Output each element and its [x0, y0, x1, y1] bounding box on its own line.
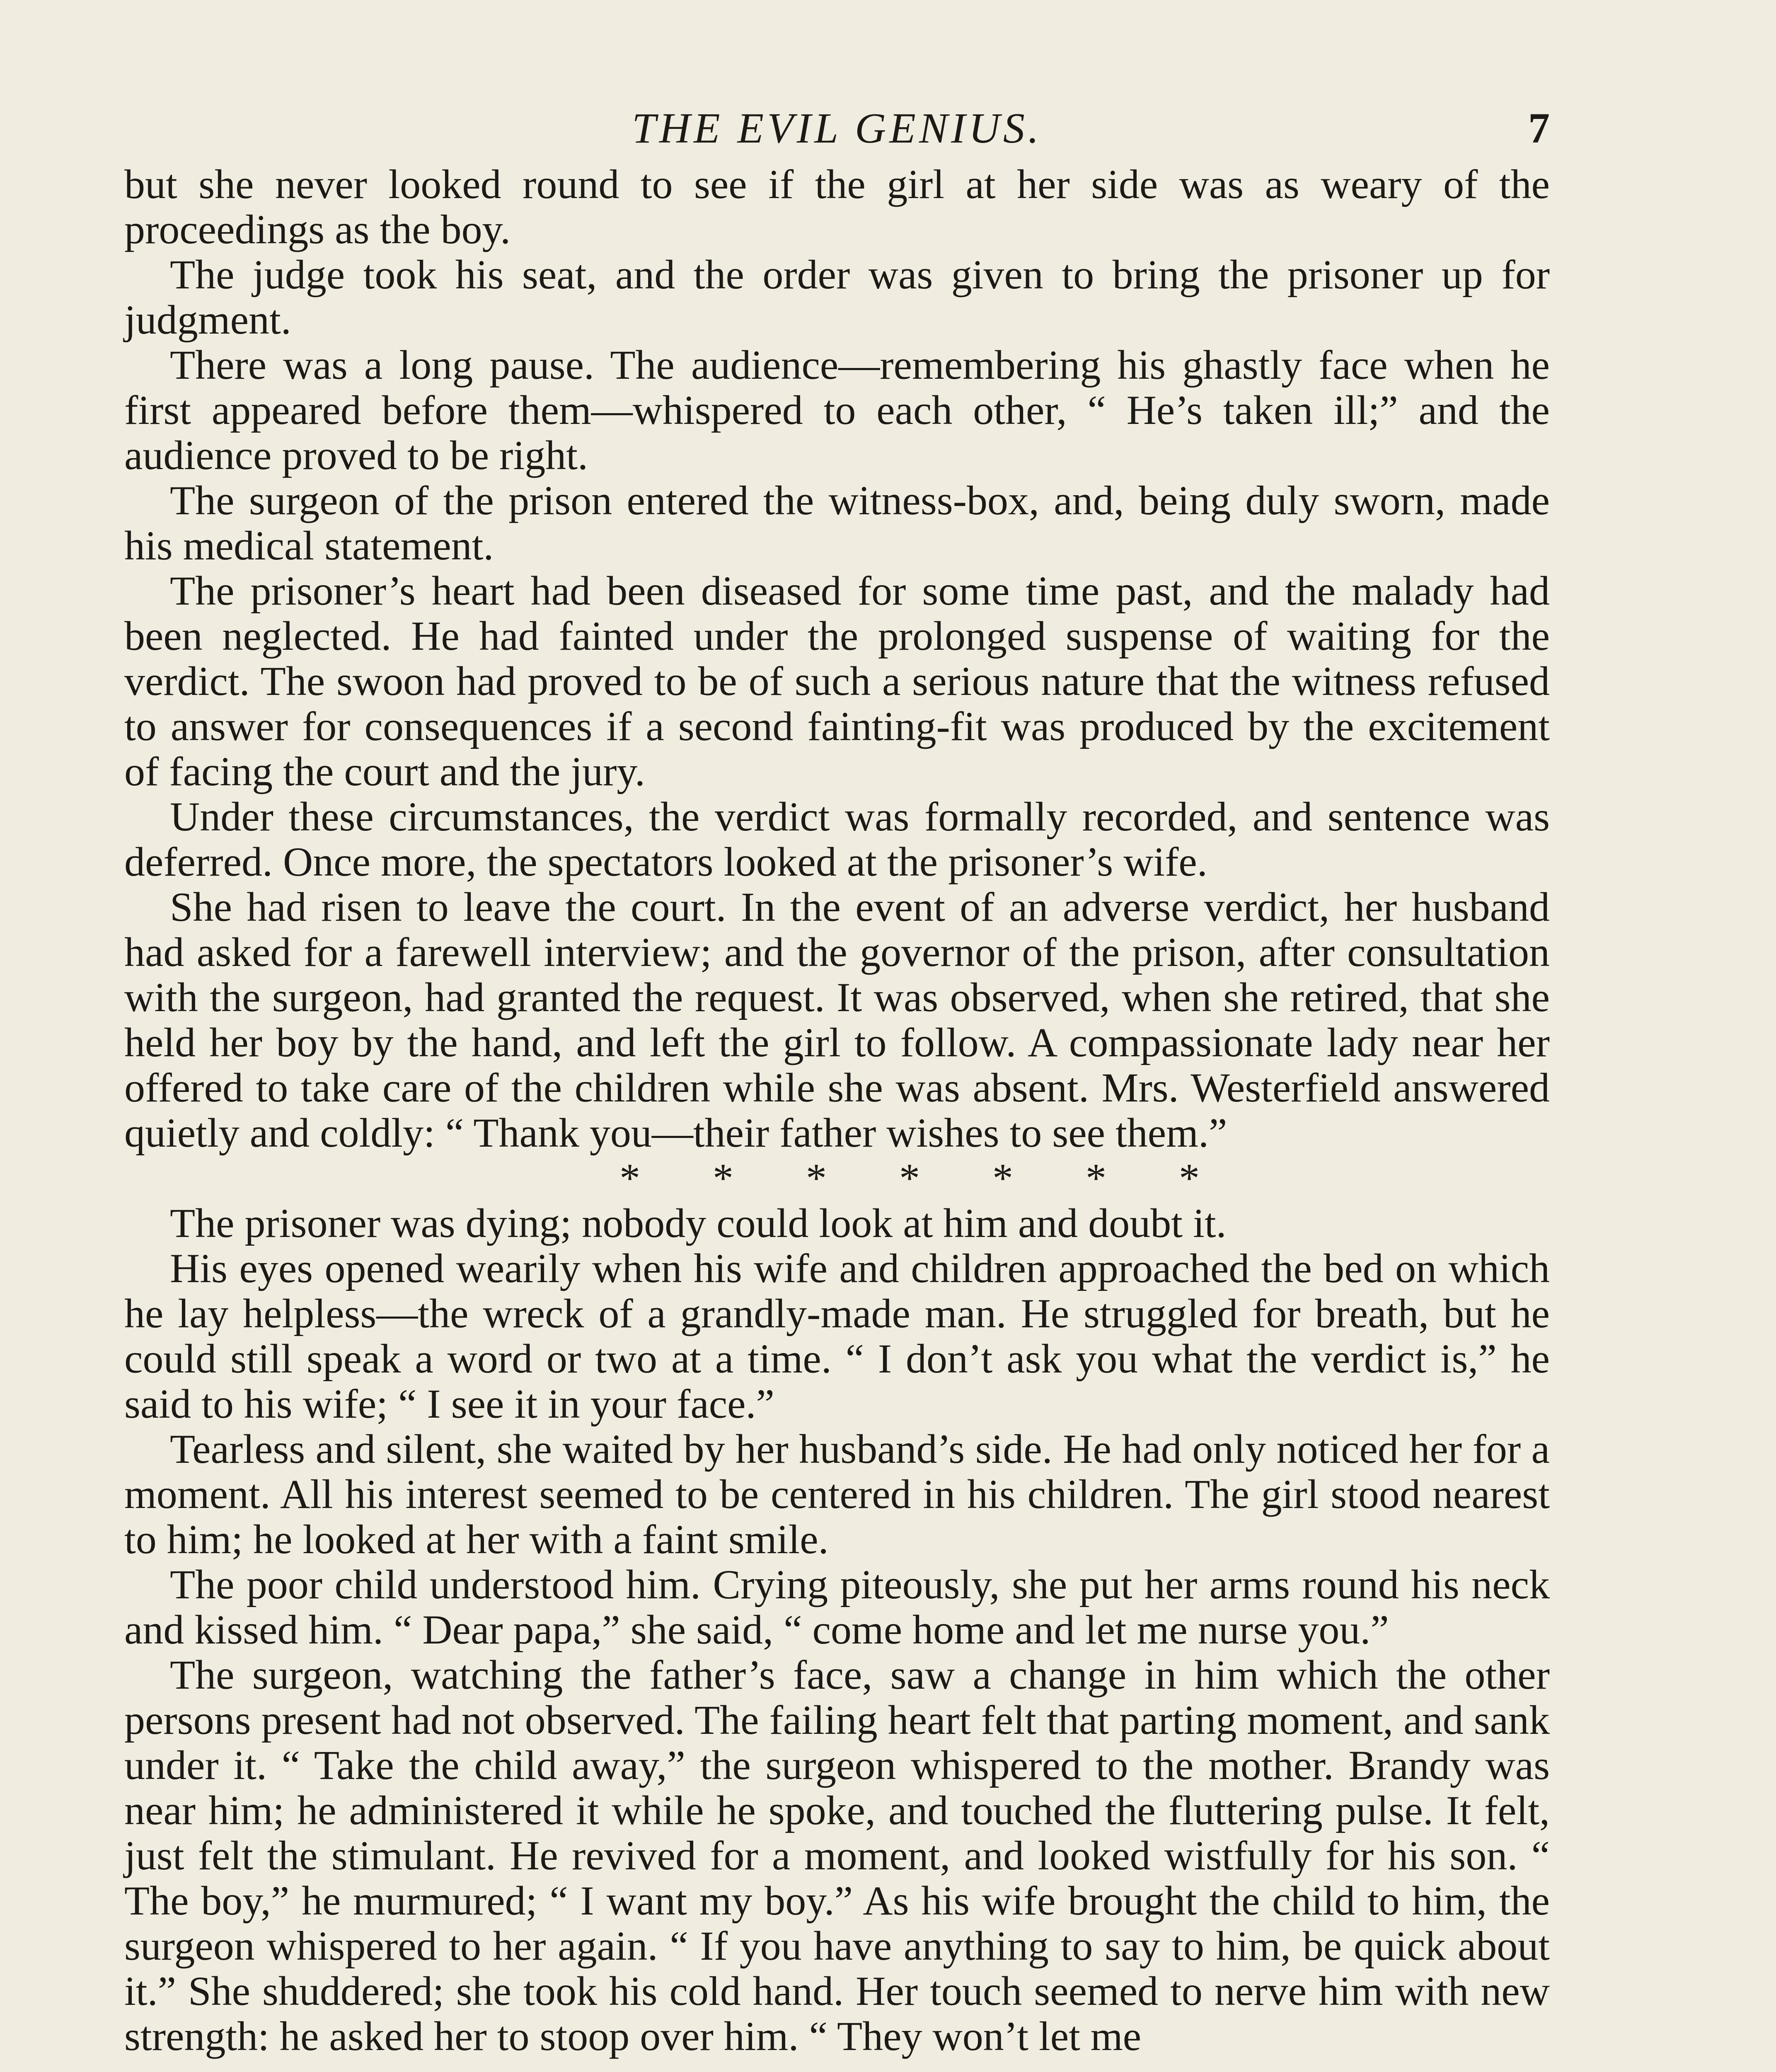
page-header	[124, 104, 1550, 162]
paragraph: Under these circumstances, the verdict was formally recorded, and sentence was deferred. Once more, the spectators looked at the prisoner’s wife.	[124, 794, 1550, 885]
running-title: THE EVIL GENIUS.	[632, 104, 1042, 152]
paragraph: The prisoner was dying; nobody could look at him and doubt it.	[170, 1200, 1227, 1246]
paragraph: The surgeon, watching the father’s face, saw a change in him which the other persons present had not observed. The failing heart felt that parting moment, and sank under it. “ Take the child away,” the surgeon whispered to the mother. Brandy was near him; he administered it while he spoke, and touched the fluttering pulse. It felt, just felt the stimulant. He revived for a moment, and looked wistfully for his son. “ The boy,” he murmured; “ I want my boy.” As his wife brought the child to him, the surgeon whispered to her again. “ If you have anything to say to him, be quick about it.” She shuddered; she took his cold hand. Her touch seemed to nerve him with new strength: he asked her to stoop over him. “ They won’t let me	[124, 1652, 1550, 2059]
paragraph: The surgeon of the prison entered the witness-box, and, being duly sworn, made his medical statement.	[124, 477, 1550, 569]
body-text	[124, 162, 1550, 2059]
paragraph: The poor child understood him. Crying piteously, she put her arms round his neck and kissed him. “ Dear papa,” she said, “ come home and let me nurse you.”	[124, 1561, 1550, 1653]
page-number: 7	[1528, 104, 1550, 152]
paragraph: The prisoner’s heart had been diseased for some time past, and the malady had been neglected. He had fainted under the prolonged suspense of waiting for the verdict. The swoon had proved to be of such a serious nature that the witness refused to answer for consequences if a second fainting-fit was produced by the excitement of facing the court and the jury.	[124, 568, 1550, 794]
book-page	[124, 104, 1550, 2059]
paragraph: There was a long pause. The audience—remembering his ghastly face when he first appeared before them—whispered to each other, “ He’s taken ill;” and the audience proved to be right.	[124, 342, 1550, 478]
paragraph: His eyes opened wearily when his wife and children approached the bed on which he lay helpless—the wreck of a grandly-made man. He struggled for breath, but he could still speak a word or two at a time. “ I don’t ask you what the verdict is,” he said to his wife; “ I see it in your face.”	[124, 1245, 1550, 1427]
section-separator: * * * * * * *	[619, 1155, 1200, 1201]
paragraph: She had risen to leave the court. In the event of an adverse verdict, her husband had asked for a farewell interview; and the governor of the prison, after consultation with the surgeon, had granted the request. It was observed, when she retired, that she held her boy by the hand, and left the girl to follow. A compassionate lady near her offered to take care of the children while she was absent. Mrs. Westerfield answered quietly and coldly: “ Thank you—their father wishes to see them.”	[124, 884, 1550, 1156]
paragraph: but she never looked round to see if the girl at her side was as weary of the proceedings as the boy.	[124, 161, 1550, 252]
paragraph: The judge took his seat, and the order was given to bring the prisoner up for judgment.	[124, 252, 1550, 343]
paragraph: Tearless and silent, she waited by her husband’s side. He had only noticed her for a moment. All his interest seemed to be centered in his children. The girl stood nearest to him; he looked at her with a faint smile.	[124, 1426, 1550, 1562]
